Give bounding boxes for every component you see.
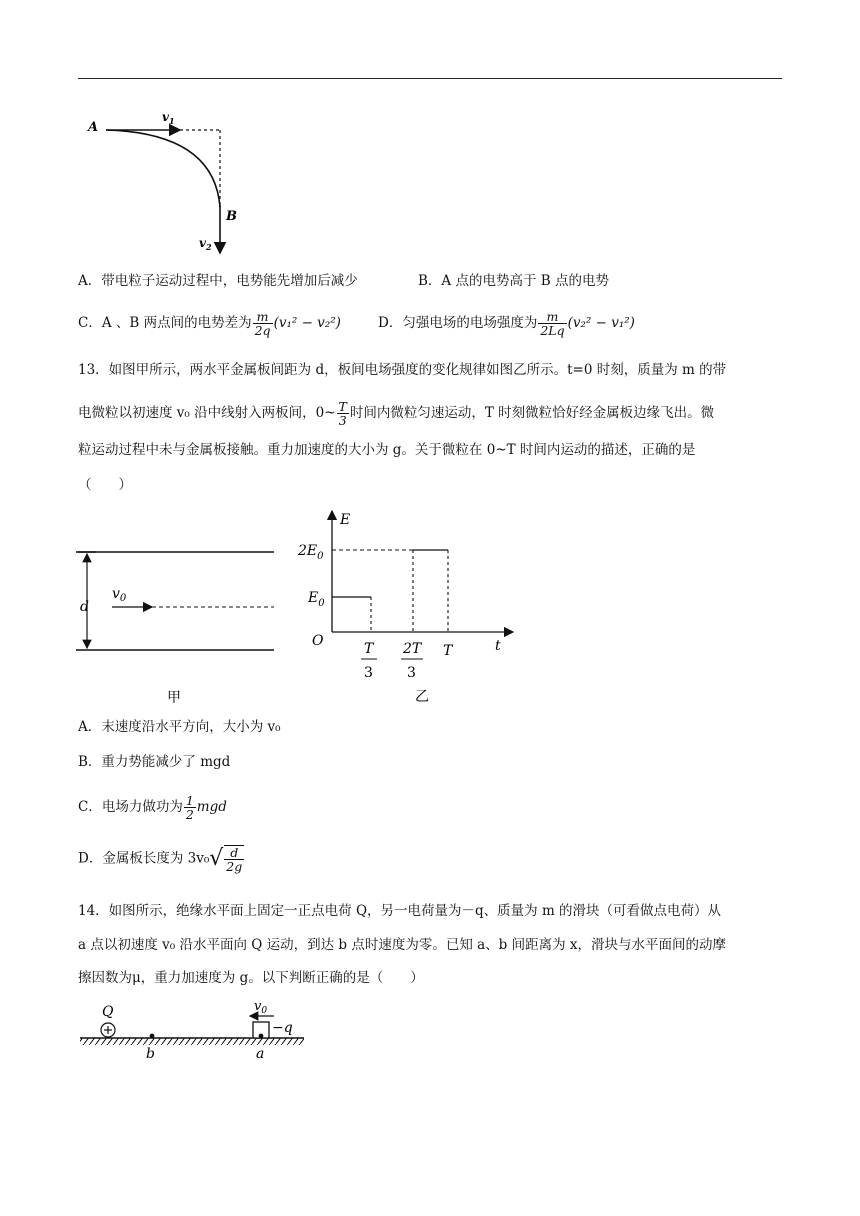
fig14-slider-diagram — [78, 996, 308, 1066]
q12-option-a: A．带电粒子运动过程中，电势能先增加后减少 — [78, 273, 358, 289]
q13-option-c-text: C．电场力做功为 — [78, 799, 183, 815]
ground-hatch — [80, 1038, 304, 1045]
label-minus-q: −q — [272, 1020, 293, 1036]
q12-option-d-text: D．匀强电场的电场强度为 — [378, 315, 538, 331]
label-2T3-den: 3 — [407, 665, 416, 681]
q13-option-c — [78, 794, 227, 821]
sqrt-sign: √ — [209, 846, 224, 871]
q13-line-3: 粒运动过程中未与金属板接触。重力加速度的大小为 g。关于微粒在 0~T 时间内运动的描述，正确的是 — [78, 442, 696, 458]
point-a — [259, 1034, 264, 1039]
label-d: d — [80, 599, 89, 615]
q13-option-c-post: mgd — [196, 799, 227, 815]
q13-line-2-post: 时间内微粒匀速运动，T 时刻微粒恰好经金属板边缘飞出。微 — [349, 405, 715, 421]
label-E: E — [340, 512, 351, 528]
q13-option-a: A．末速度沿水平方向，大小为 v₀ — [78, 719, 281, 735]
label-v0: $v_0$ — [254, 999, 268, 1016]
label-T: T — [443, 643, 453, 659]
point-b — [150, 1034, 155, 1039]
label-Q: Q — [102, 1004, 114, 1020]
label-T3-num: T — [364, 641, 374, 657]
label-b: b — [146, 1046, 155, 1062]
q12-option-b: B．A 点的电势高于 B 点的电势 — [418, 273, 609, 289]
caption-yi: 乙 — [415, 689, 429, 705]
q14-line-1: 14．如图所示，绝缘水平面上固定一正点电荷 Q，另一电荷量为－q、质量为 m 的滑块（可看做点电荷）从 — [78, 903, 722, 919]
caption-jia: 甲 — [167, 690, 181, 706]
q13-line-4: （ ） — [78, 477, 132, 493]
q12-option-c-paren: (v₁² − v₂²) — [273, 315, 341, 331]
q13-line-2-pre: 电微粒以初速度 v₀ 沿中线射入两板间，0~ — [78, 405, 336, 421]
q13-option-c-fraction: $\frac{1}{2}$ — [185, 793, 194, 822]
label-v2: $v_2$ — [199, 236, 212, 252]
label-T3-den: 3 — [364, 665, 373, 681]
q12-option-d-paren: (v₂² − v₁²) — [567, 315, 635, 331]
label-t: t — [495, 638, 501, 654]
q14-line-2: a 点以初速度 v₀ 沿水平面向 Q 运动，到达 b 点时速度为零。已知 a、b 间距离为 x，滑块与水平面间的动摩 — [78, 937, 727, 953]
label-a: a — [256, 1046, 265, 1062]
q14-line-3: 擦因数为μ，重力加速度为 g。以下判断正确的是（ ） — [78, 970, 424, 986]
q12-option-d-fraction: $\frac{m}{2Lq}$ — [540, 309, 565, 338]
q13-line-1: 13．如图甲所示，两水平金属板间距为 d，板间电场强度的变化规律如图乙所示。t=0 时刻，质量为 m 的带 — [78, 362, 727, 378]
q13-option-b: B．重力势能减少了 mgd — [78, 754, 231, 770]
q12-option-c-text: C．A 、B 两点间的电势差为 — [78, 315, 252, 331]
fig12-trajectory-diagram — [80, 105, 260, 255]
q13-line-2-fraction: $\frac{T}{3}$ — [338, 399, 347, 428]
q12-option-c — [78, 310, 341, 337]
trajectory-curve — [106, 130, 220, 207]
label-E0: $E_0$ — [308, 590, 325, 609]
label-2E0: $2E_0$ — [298, 543, 324, 562]
label-B: B — [226, 209, 237, 224]
fig13-plates-diagram — [76, 540, 286, 715]
q13-option-d-text: D．金属板长度为 3v₀ — [78, 850, 210, 867]
header-rule — [78, 78, 782, 79]
q12-option-d — [378, 310, 635, 337]
label-A: A — [88, 120, 99, 135]
label-v0: $v_0$ — [112, 586, 127, 604]
label-2T3-num: 2T — [403, 641, 422, 657]
fig13-field-graph — [295, 505, 525, 705]
label-O: O — [312, 633, 324, 649]
q13-option-d — [78, 845, 245, 873]
q13-line-2 — [78, 400, 714, 427]
label-v1: $v_1$ — [162, 110, 175, 126]
q13-option-d-fraction: $\frac{d}{2g}$ — [226, 845, 243, 874]
q12-option-c-fraction: $\frac{m}{2q}$ — [254, 309, 271, 338]
